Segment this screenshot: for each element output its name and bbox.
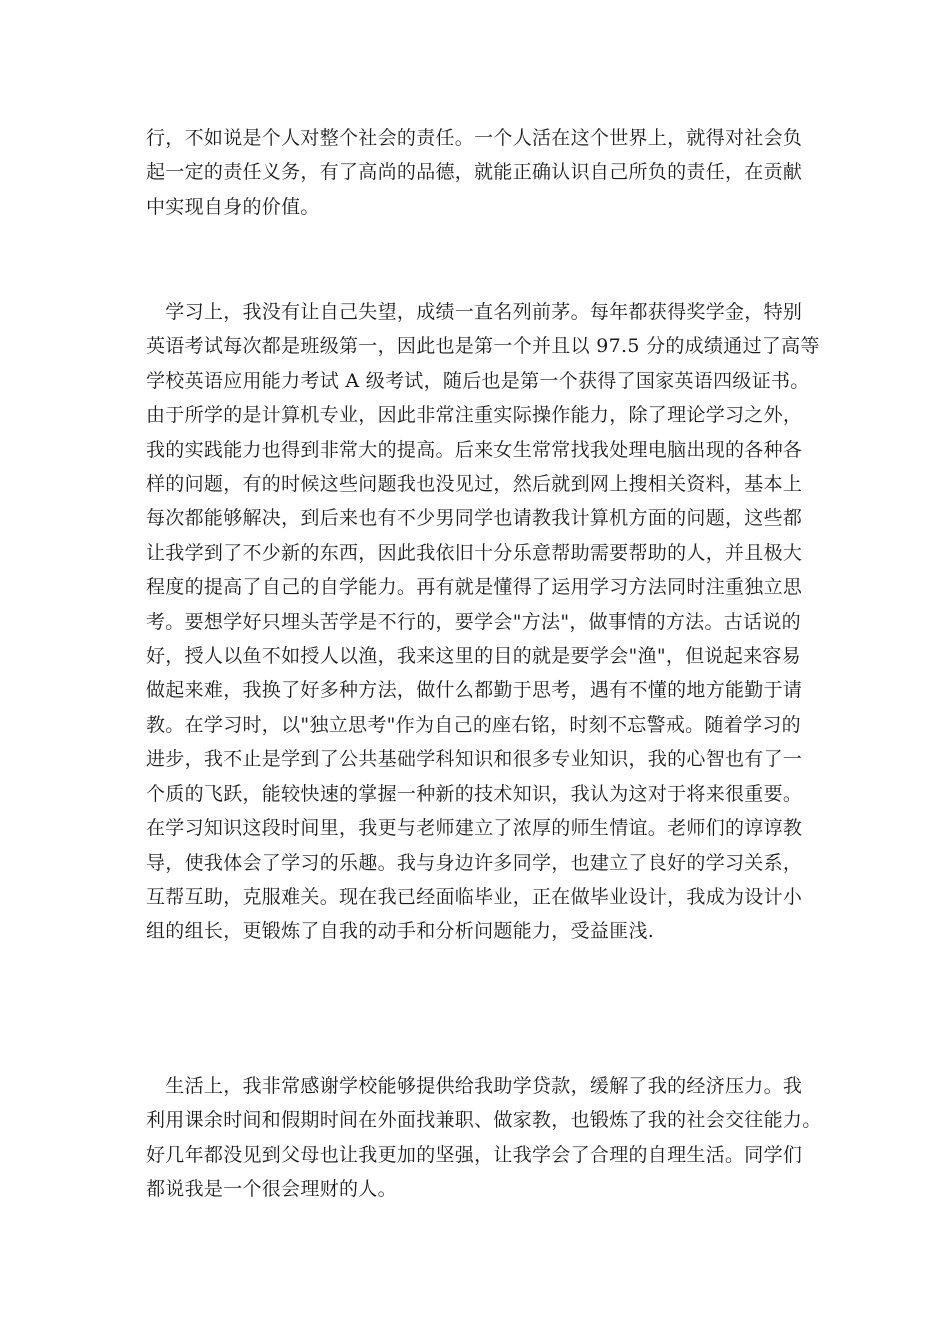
text-line: 生活上，我非常感谢学校能够提供给我助学贷款，缓解了我的经济压力。我 (146, 1075, 803, 1097)
text-line: 考。要想学好只埋头苦学是不行的，要学会"方法"，做事情的方法。古话说的 (146, 610, 801, 633)
text-line: 学习上，我没有让自己失望，成绩一直名列前茅。每年都获得奖学金，特别 (146, 301, 803, 323)
text-line: 做起来难，我换了好多种方法，做什么都勤于思考，遇有不懂的地方能勤于请 (146, 679, 803, 702)
text-line: 英语考试每次都是班级第一，因此也是第一个并且以 97.5 分的成绩通过了高等 (146, 335, 820, 358)
text-line: 中实现自身的价值。 (146, 195, 320, 218)
text-line: 样的问题，有的时候这些问题我也没见过，然后就到网上搜相关资料，基本上 (146, 473, 803, 496)
text-line: 行，不如说是个人对整个社会的责任。一个人活在这个世界上，就得对社会负 (146, 127, 803, 149)
paragraph-responsibility (146, 121, 816, 224)
text-line: 由于所学的是计算机专业，因此非常注重实际操作能力，除了理论学习之外， (146, 404, 803, 427)
text-line: 我的实践能力也得到非常大的提高。后来女生常常找我处理电脑出现的各种各 (146, 438, 803, 461)
text-line: 起一定的责任义务，有了高尚的品德，就能正确认识自己所负的责任，在贡献 (146, 161, 803, 184)
paragraph-life (146, 1069, 822, 1207)
text-line: 个质的飞跃，能较快速的掌握一种新的技术知识，我认为这对于将来很重要。 (146, 782, 803, 805)
text-line: 教。在学习时，以"独立思考"作为自己的座右铭，时刻不忘警戒。随着学习的 (146, 713, 801, 736)
text-line: 都说我是一个很会理财的人。 (146, 1178, 397, 1201)
text-line: 程度的提高了自己的自学能力。再有就是懂得了运用学习方法同时注重独立思 (146, 576, 803, 599)
text-line: 互帮互助，克服难关。现在我已经面临毕业，正在做毕业设计，我成为设计小 (146, 885, 803, 908)
text-line: 导，使我体会了学习的乐趣。我与身边许多同学，也建立了良好的学习关系， (146, 851, 803, 874)
text-line: 好，授人以鱼不如授人以渔，我来这里的目的就是要学会"渔"，但说起来容易 (146, 645, 801, 668)
text-line: 每次都能够解决，到后来也有不少男同学也请教我计算机方面的问题，这些都 (146, 507, 803, 530)
text-line: 组的组长，更锻炼了自我的动手和分析问题能力，受益匪浅. (146, 920, 655, 943)
text-line: 利用课余时间和假期时间在外面找兼职、做家教，也锻炼了我的社会交往能力。 (146, 1109, 822, 1132)
text-line: 让我学到了不少新的东西，因此我依旧十分乐意帮助需要帮助的人，并且极大 (146, 541, 803, 564)
text-line: 在学习知识这段时间里，我更与老师建立了浓厚的师生情谊。老师们的谆谆教 (146, 817, 803, 840)
text-line: 学校英语应用能力考试 A 级考试，随后也是第一个获得了国家英语四级证书。 (146, 369, 810, 392)
text-line: 好几年都没见到父母也让我更加的坚强，让我学会了合理的自理生活。同学们 (146, 1143, 803, 1166)
text-line: 进步，我不止是学到了公共基础学科知识和很多专业知识，我的心智也有了一 (146, 748, 803, 771)
paragraph-study (146, 295, 820, 949)
